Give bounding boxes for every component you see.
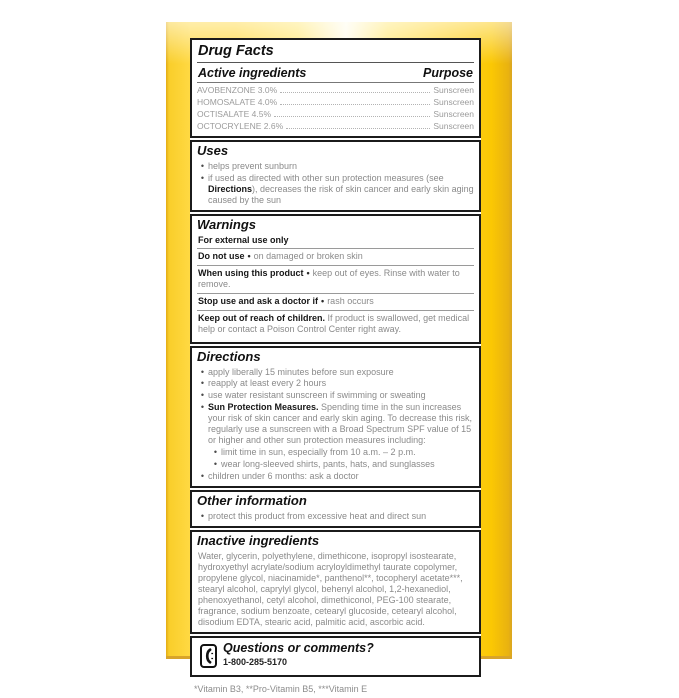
warning-lead: Do not use: [198, 251, 245, 262]
directions-bullet-text: children under 6 months: ask a doctor: [208, 471, 359, 482]
other-information-heading: Other information: [197, 493, 307, 509]
section-active-ingredients: [190, 38, 481, 138]
bullet-icon: •: [247, 251, 251, 262]
directions-bullet-spm: [197, 402, 474, 446]
directions-bullet-text: use water resistant sunscreen if swimming or sweating: [208, 390, 426, 401]
warning-row: [197, 293, 474, 310]
warning-lead: When using this product: [198, 268, 304, 279]
uses-bullet: [197, 173, 474, 206]
ingredient-row: [197, 85, 474, 96]
ingredient-row: [197, 121, 474, 132]
directions-bullet: [197, 378, 474, 389]
active-ingredients-header: [197, 64, 474, 83]
warning-text: If product is swallowed, get medical help or contact a Poison Control Center right away.: [198, 313, 470, 335]
section-questions: [190, 636, 481, 677]
uses-bullet-text-pre: if used as directed with other sun protection measures (see: [208, 172, 444, 183]
warning-row: [197, 265, 474, 293]
directions-sub-bullet: [210, 459, 474, 470]
warning-lead: Stop use and ask a doctor if: [198, 296, 319, 307]
questions-row: [197, 640, 474, 671]
spm-body: Spending time in the sun increases your risk of skin cancer and early skin aging. To decrease this risk, regularly use a sunscreen with a Broad Spectrum SPF value of 15 or higher and other sun protection measures including:: [208, 402, 472, 446]
bullet-icon: •: [213, 459, 218, 470]
section-inactive-ingredients: [190, 530, 481, 634]
bullet-icon: •: [200, 172, 205, 183]
questions-heading: Questions or comments?: [223, 640, 374, 655]
directions-bullet: [197, 390, 474, 401]
uses-bullet-text: [208, 173, 474, 206]
drug-facts-title: Drug Facts: [197, 42, 474, 63]
directions-bullet-text: apply liberally 15 minutes before sun exposure: [208, 366, 394, 377]
drug-facts-label: [190, 38, 481, 698]
uses-bullet-text-bold: Directions: [208, 183, 253, 194]
other-information-bullet: [197, 511, 474, 522]
product-package-panel: [166, 22, 512, 694]
bullet-icon: •: [200, 366, 205, 377]
section-other-information: [190, 490, 481, 528]
inactive-ingredients-text: Water, glycerin, polyethylene, dimethicone, isopropyl isostearate, hydroxyethyl acrylate/sodium acryloyldimethyl taurate copolymer, propylene glycol, niacinamide*, panthenol**, tocopheryl acetate***, stearyl alcohol, caprylyl glycol, behenyl alcohol, 1,2-hexanediol, phenoxyethanol, cetyl alcohol, dimethiconol, PEG-100 stearate, fragrance, sodium benzoate, cetearyl glucoside, cetearyl alcohol, disodium EDTA, stearic acid, palmitic acid, ascorbic acid.: [198, 551, 463, 627]
ingredient-name: OCTOCRYLENE 2.6%: [197, 121, 284, 132]
vitamin-footnote: *Vitamin B3, **Pro-Vitamin B5, ***Vitamin E: [194, 683, 368, 694]
bullet-icon: •: [200, 160, 205, 171]
external-use-text: For external use only: [198, 234, 289, 245]
dot-leader: [280, 97, 430, 105]
directions-bullet-text: reapply at least every 2 hours: [208, 378, 327, 389]
directions-sub-bullet-text: wear long-sleeved shirts, pants, hats, and sunglasses: [221, 459, 435, 470]
uses-heading: Uses: [197, 143, 229, 158]
purpose-heading: Purpose: [422, 66, 473, 80]
dot-leader: [286, 121, 430, 129]
dot-leader: [274, 109, 430, 117]
directions-spm-text: [208, 402, 474, 446]
section-uses: [190, 140, 481, 212]
bullet-icon: •: [306, 268, 310, 279]
bullet-icon: •: [200, 402, 205, 413]
ingredient-name: OCTISALATE 4.5%: [197, 109, 272, 120]
questions-phone-number: 1-800-285-5170: [223, 656, 288, 667]
ingredient-name: HOMOSALATE 4.0%: [197, 97, 278, 108]
questions-text-block: [223, 642, 472, 667]
ingredient-purpose: Sunscreen: [433, 121, 474, 132]
warning-text: rash occurs: [327, 296, 374, 307]
warnings-heading: Warnings: [197, 216, 256, 232]
ingredient-row: [197, 97, 474, 108]
section-warnings: [190, 214, 481, 344]
directions-heading: Directions: [197, 348, 261, 364]
inactive-ingredients-heading: Inactive ingredients: [197, 533, 320, 549]
ingredient-purpose: Sunscreen: [433, 85, 474, 95]
uses-bullet: [197, 161, 474, 172]
active-ingredients-heading: Active ingredients: [198, 66, 307, 80]
uses-bullet-text: helps prevent sunburn: [208, 160, 298, 171]
warning-row-children: [197, 310, 474, 338]
directions-bullet: [197, 367, 474, 378]
directions-sub-bullet-text: limit time in sun, especially from 10 a.m. – 2 p.m.: [221, 447, 416, 458]
ingredient-purpose: Sunscreen: [433, 97, 474, 108]
bullet-icon: •: [200, 390, 205, 401]
warning-text: on damaged or broken skin: [253, 251, 363, 262]
dot-leader: [280, 85, 430, 93]
ingredient-name: AVOBENZONE 3.0%: [197, 85, 278, 95]
phone-icon: [200, 644, 217, 668]
other-information-text: protect this product from excessive heat and direct sun: [208, 511, 427, 522]
bullet-icon: •: [200, 378, 205, 389]
spm-lead: Sun Protection Measures.: [208, 402, 319, 413]
ingredient-purpose: Sunscreen: [433, 109, 474, 120]
warning-lead: Keep out of reach of children.: [198, 313, 326, 324]
bullet-icon: •: [321, 296, 325, 307]
warning-text: keep out of eyes. Rinse with water to remove.: [198, 268, 460, 290]
section-directions: [190, 346, 481, 489]
bullet-icon: •: [213, 447, 218, 458]
warning-row: [197, 248, 474, 265]
uses-bullet-text-post: ), decreases the risk of skin cancer and early skin aging caused by the sun: [208, 183, 474, 205]
directions-sub-bullet: [210, 447, 474, 458]
ingredient-row: [197, 109, 474, 120]
directions-bullet: [197, 471, 474, 482]
bullet-icon: •: [200, 471, 205, 482]
bullet-icon: •: [200, 511, 205, 522]
